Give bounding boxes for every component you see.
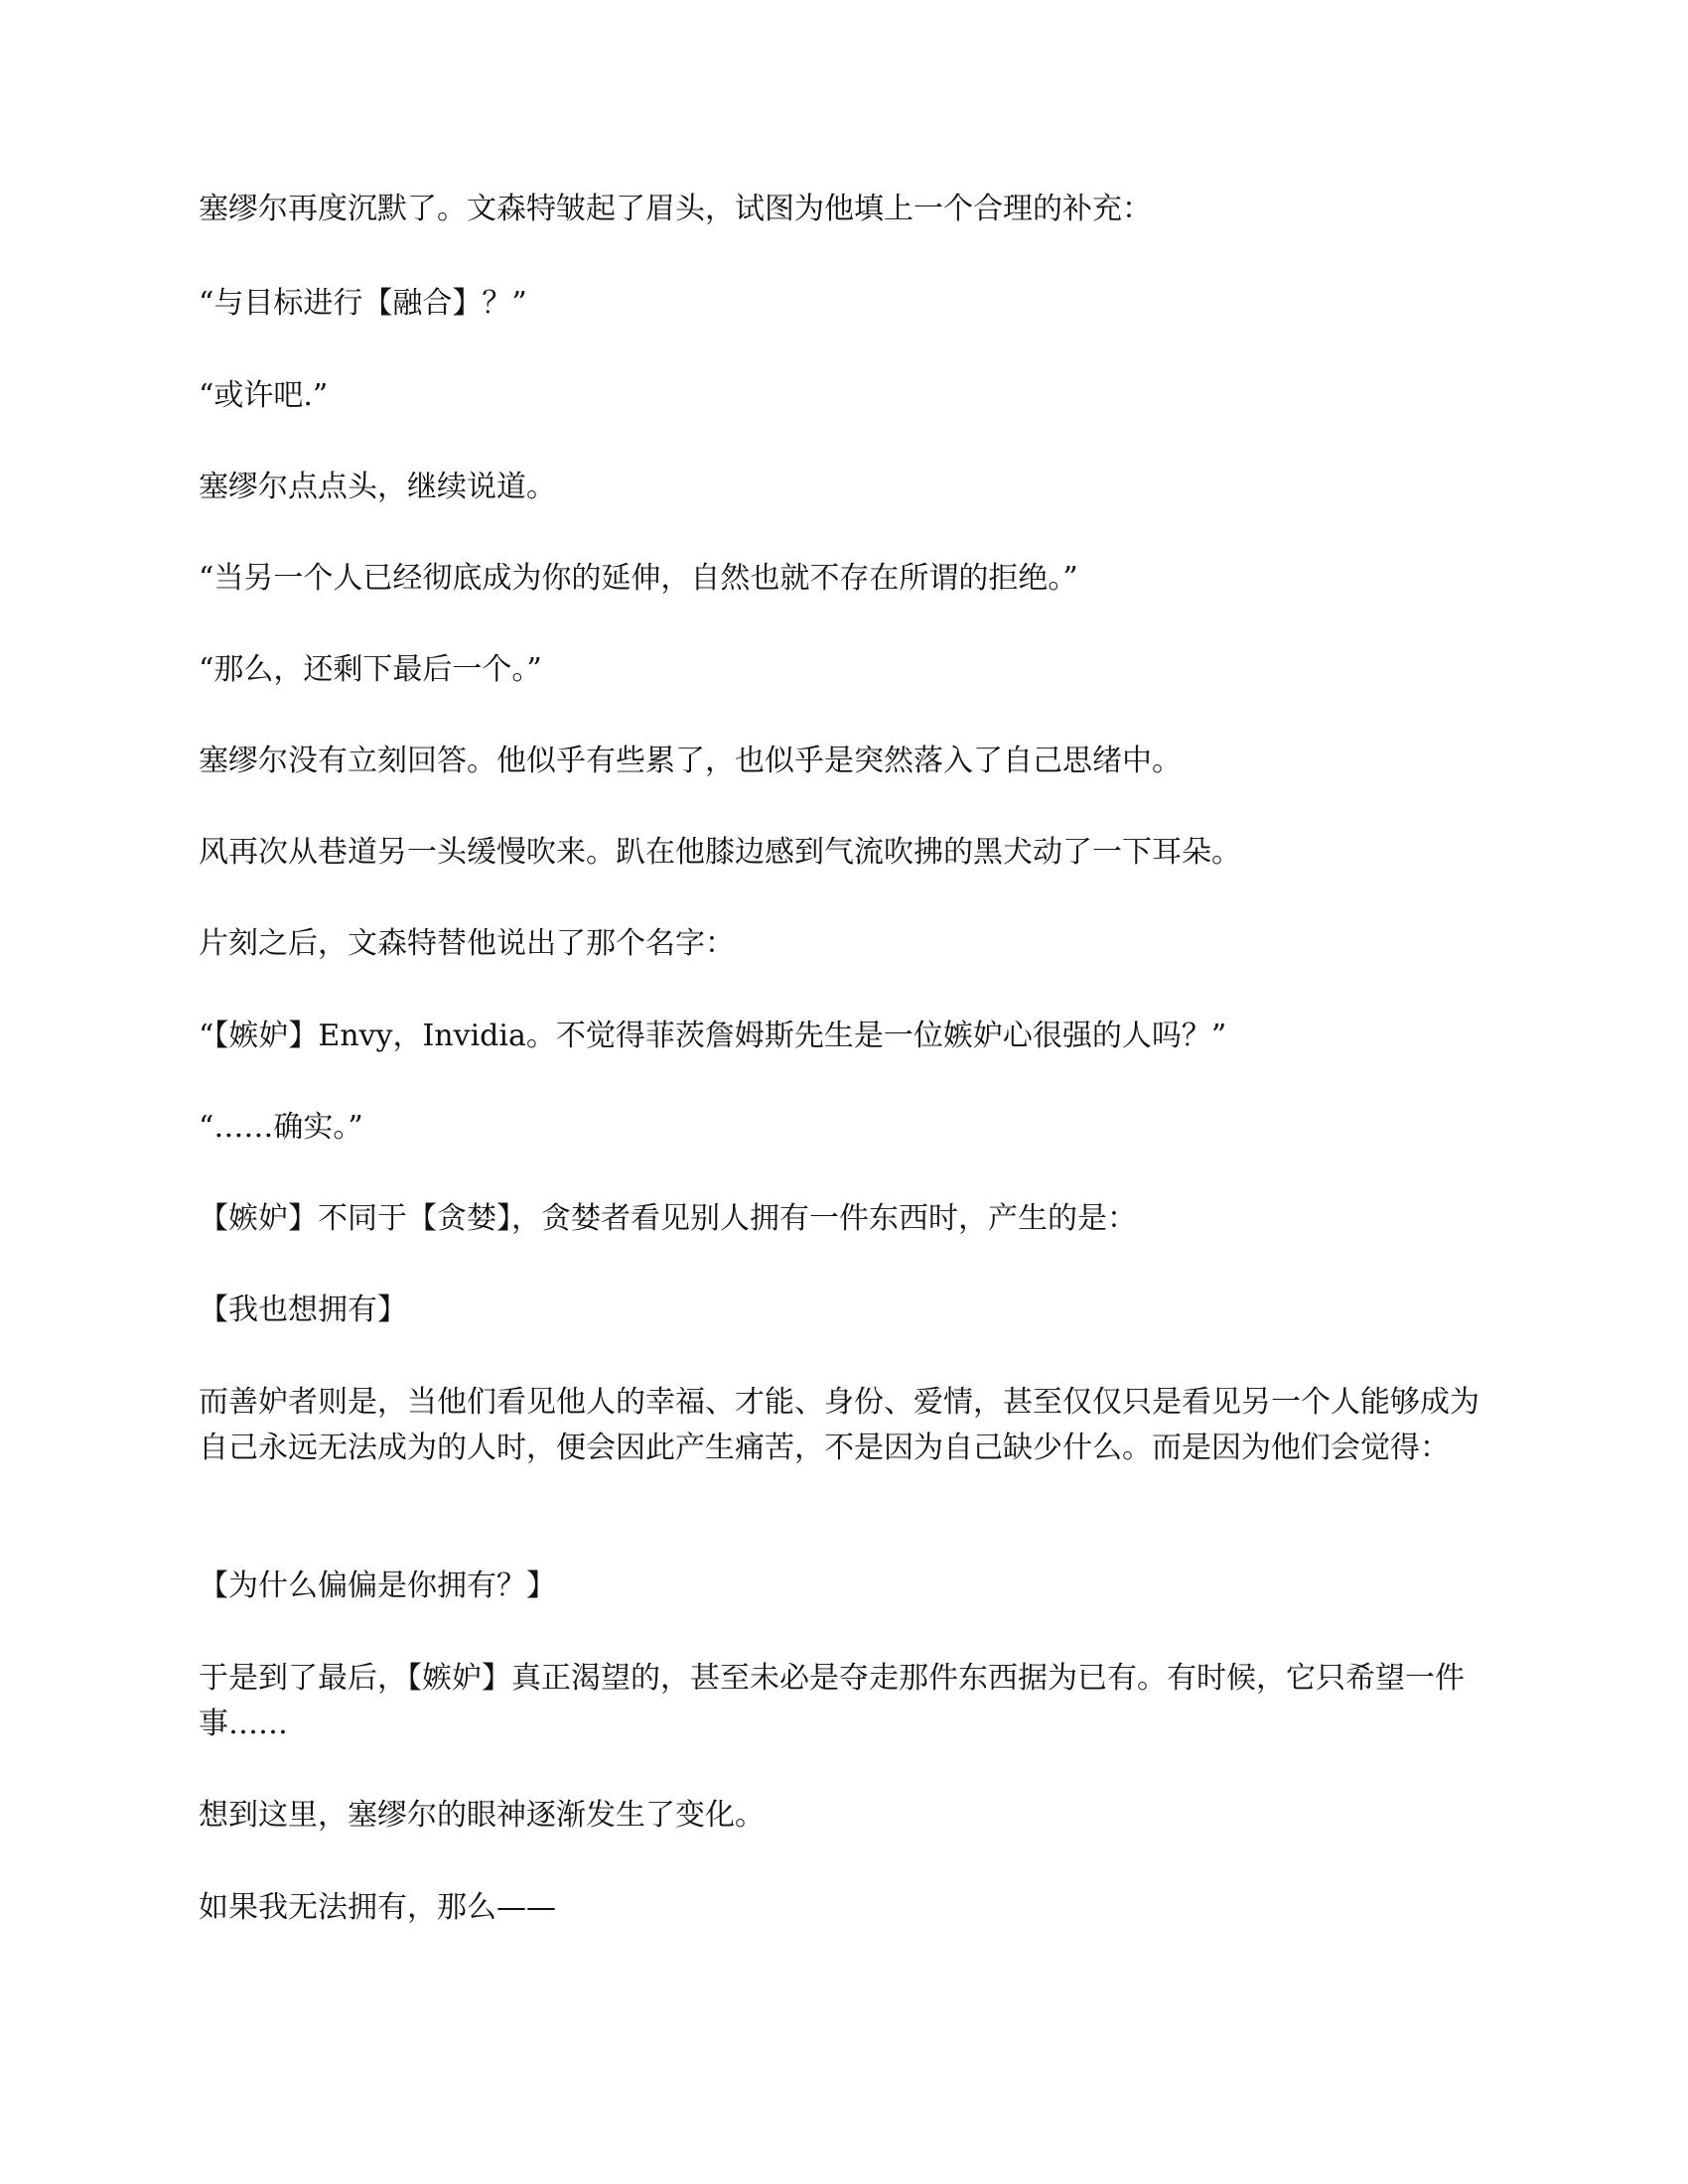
paragraph-5: “当另一个人已经彻底成为你的延伸，自然也就不存在所谓的拒绝。” bbox=[199, 561, 1078, 596]
paragraph-12: 【嫉妒】不同于【贪婪】，贪婪者看见别人拥有一件东西时，产生的是： bbox=[199, 1201, 1137, 1236]
paragraph-3: “或许吧.” bbox=[199, 378, 329, 413]
paragraph-1: 塞缪尔再度沉默了。文森特皱起了眉头，试图为他填上一个合理的补充： bbox=[199, 192, 1152, 226]
paragraph-15: 【为什么偏偏是你拥有？】 bbox=[199, 1569, 556, 1603]
document-page bbox=[199, 0, 1489, 2184]
paragraph-18: 如果我无法拥有，那么—— bbox=[199, 1890, 556, 1925]
paragraph-7: 塞缪尔没有立刻回答。他似乎有些累了，也似乎是突然落入了自己思绪中。 bbox=[199, 744, 1182, 778]
paragraph-16: 于是到了最后，【嫉妒】真正渴望的，甚至未必是夺走那件东西据为已有。有时候，它只希望一件事…… bbox=[199, 1661, 1465, 1741]
paragraph-6: “那么，还剩下最后一个。” bbox=[199, 652, 542, 687]
paragraph-10: “【嫉妒】Envy，Invidia。不觉得菲茨詹姆斯先生是一位嫉妒心很强的人吗？” bbox=[199, 1019, 1227, 1053]
paragraph-4: 塞缪尔点点头，继续说道。 bbox=[199, 470, 556, 504]
paragraph-14: 而善妒者则是，当他们看见他人的幸福、才能、身份、爱情，甚至仅仅只是看见另一个人能够成为自己永远无法成为的人时，便会因此产生痛苦，不是因为自己缺少什么。而是因为他们会觉得： bbox=[199, 1385, 1479, 1465]
paragraph-17: 想到这里，塞缪尔的眼神逐渐发生了变化。 bbox=[199, 1798, 765, 1833]
paragraph-9: 片刻之后，文森特替他说出了那个名字： bbox=[199, 926, 735, 961]
paragraph-8: 风再次从巷道另一头缓慢吹来。趴在他膝边感到气流吹拂的黑犬动了一下耳朵。 bbox=[199, 835, 1241, 870]
paragraph-13: 【我也想拥有】 bbox=[199, 1293, 407, 1327]
paragraph-11: “……确实。” bbox=[199, 1110, 363, 1145]
paragraph-2: “与目标进行【融合】？” bbox=[199, 286, 527, 321]
